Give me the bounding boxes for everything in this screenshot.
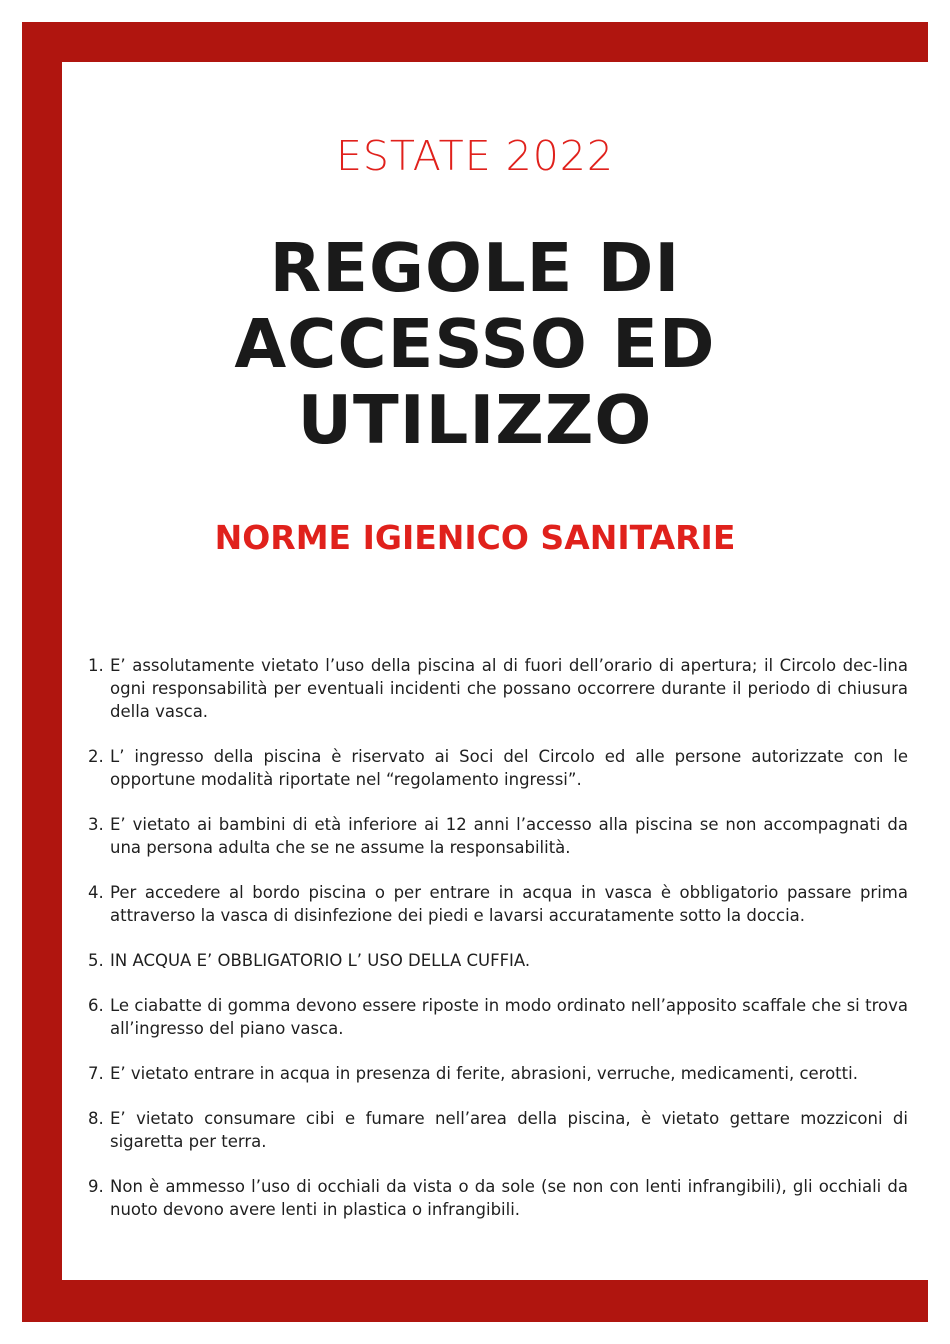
- rule-item: [88, 745, 908, 791]
- rule-text: E’ vietato consumare cibi e fumare nell’area della piscina, è vietato gettare mozziconi di sigaretta per terra.: [110, 1109, 908, 1151]
- rule-text: E’ vietato ai bambini di età inferiore ai 12 anni l’accesso alla piscina se non accompagnati da una persona adulta che se ne assume la responsabilità.: [110, 815, 908, 857]
- rule-number: 2.: [88, 747, 104, 766]
- rule-text: L’ ingresso della piscina è riservato ai Soci del Circolo ed alle persone autorizzate con le opportune modalità riportate nel “regolamento ingressi”.: [110, 747, 908, 789]
- poster-sheet: [62, 62, 950, 1280]
- rule-item: [88, 881, 908, 927]
- rule-item: [88, 654, 908, 723]
- rule-item: [88, 949, 908, 972]
- rule-number: 1.: [88, 656, 104, 675]
- title-line-2: ACCESSO ED: [234, 305, 716, 383]
- rule-number: 6.: [88, 996, 104, 1015]
- title-line-1: REGOLE DI: [269, 229, 681, 307]
- rule-item: [88, 1175, 908, 1221]
- rule-number: 7.: [88, 1064, 104, 1083]
- rule-number: 4.: [88, 883, 104, 902]
- rule-text: E’ assolutamente vietato l’uso della piscina al di fuori dell’orario di apertura; il Circolo dec-lina ogni responsabilità per eventuali incidenti che possano occorrere durante il periodo di chiusura della vasca.: [110, 656, 908, 721]
- season-label: ESTATE 2022: [336, 132, 614, 180]
- rule-text: Le ciabatte di gomma devono essere riposte in modo ordinato nell’apposito scaffale che si trova all’ingresso del piano vasca.: [110, 996, 908, 1038]
- rule-number: 3.: [88, 815, 104, 834]
- rule-text: E’ vietato entrare in acqua in presenza di ferite, abrasioni, verruche, medicamenti, cerotti.: [110, 1064, 858, 1083]
- rule-text: Non è ammesso l’uso di occhiali da vista o da sole (se non con lenti infrangibili), gli occhiali da nuoto devono avere lenti in plastica o infrangibili.: [110, 1177, 908, 1219]
- rule-item: [88, 1107, 908, 1153]
- rule-item: [88, 813, 908, 859]
- rule-item: [88, 1062, 908, 1085]
- rules-list: [88, 654, 908, 1243]
- section-subtitle: NORME IGIENICO SANITARIE: [214, 518, 736, 557]
- rule-text: IN ACQUA E’ OBBLIGATORIO L’ USO DELLA CUFFIA.: [110, 951, 531, 970]
- rule-number: 5.: [88, 951, 104, 970]
- title-line-3: UTILIZZO: [297, 381, 653, 459]
- page-title: [62, 230, 888, 458]
- rule-number: 9.: [88, 1177, 104, 1196]
- rule-item: [88, 994, 908, 1040]
- rule-text: Per accedere al bordo piscina o per entrare in acqua in vasca è obbligatorio passare prima attraverso la vasca di disinfezione dei piedi e lavarsi accuratamente sotto la doccia.: [110, 883, 908, 925]
- rule-number: 8.: [88, 1109, 104, 1128]
